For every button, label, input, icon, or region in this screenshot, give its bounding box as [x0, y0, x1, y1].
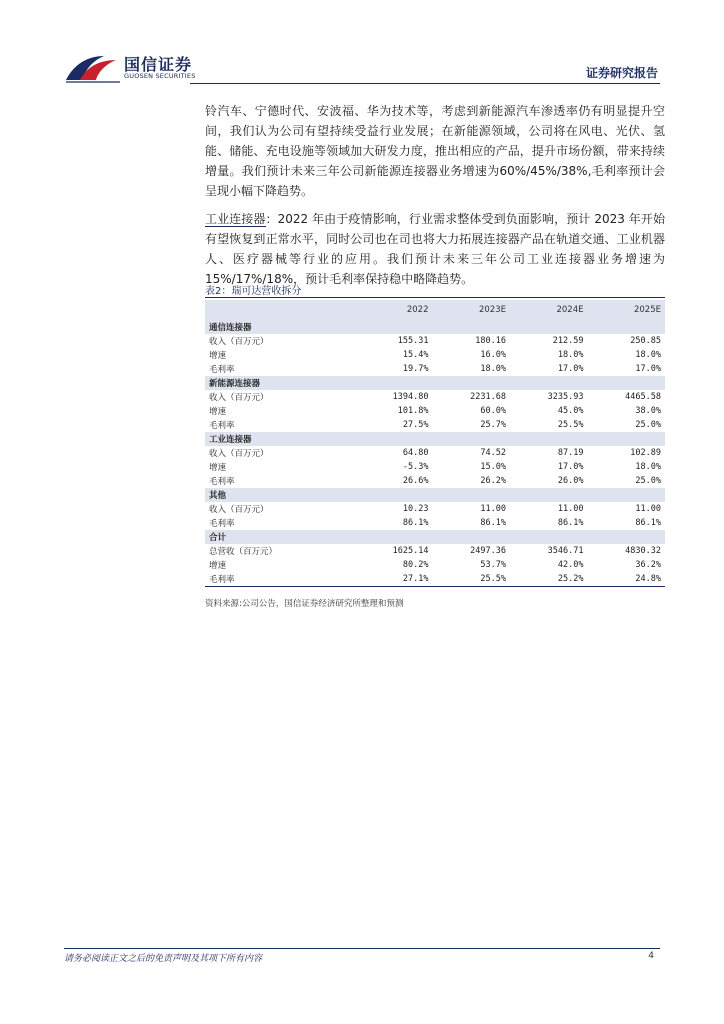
table-source-note: 资料来源:公司公告，国信证券经济研究所整理和预测	[205, 599, 404, 609]
row-label: 毛利率	[209, 365, 235, 375]
section-label: 其他	[205, 488, 355, 502]
table-row	[205, 334, 665, 348]
table-cell: 60.0%	[480, 406, 506, 416]
table-cell: 36.2%	[635, 560, 661, 570]
table-row	[205, 572, 665, 587]
table-cell: 18.0%	[557, 350, 584, 360]
column-header: 2024E	[510, 300, 588, 320]
table-row	[205, 558, 665, 572]
table-row	[205, 516, 665, 530]
section-filler-cell	[433, 488, 511, 502]
table-row	[205, 446, 665, 460]
section-filler-cell	[510, 488, 588, 502]
section-label: 合计	[205, 530, 355, 544]
table-cell: 101.8%	[397, 406, 429, 416]
section-filler-cell	[588, 320, 666, 334]
table-title: 表2：瑞可达营收拆分	[205, 286, 302, 297]
section-filler-cell	[355, 320, 433, 334]
table-cell: 17.0%	[557, 364, 584, 374]
table-cell: 180.16	[475, 336, 506, 346]
table-row	[205, 348, 665, 362]
table-cell: 64.80	[402, 448, 429, 458]
table-cell: 15.4%	[402, 350, 429, 360]
section-filler-cell	[588, 530, 666, 544]
table-cell: 155.31	[397, 336, 429, 346]
table-row	[205, 502, 665, 516]
section-filler-cell	[355, 488, 433, 502]
row-label: 增速	[209, 463, 227, 473]
table-cell: 16.0%	[480, 350, 506, 360]
section-filler-cell	[510, 376, 588, 390]
table-cell: 3235.93	[547, 392, 584, 402]
table-cell: 25.5%	[433, 572, 511, 587]
logo-english-name: GUOSEN SECURITIES	[124, 72, 196, 80]
section-filler-cell	[588, 432, 666, 446]
section-filler-cell	[433, 376, 511, 390]
table-cell: 25.2%	[510, 572, 588, 587]
table-cell: 27.1%	[355, 572, 433, 587]
table-cell: 11.00	[635, 504, 661, 514]
table-cell: 15.0%	[480, 462, 506, 472]
section-filler-cell	[355, 376, 433, 390]
table-cell: 3546.71	[547, 546, 584, 556]
row-label: 毛利率	[209, 519, 235, 529]
row-label: 收入（百万元）	[209, 393, 269, 403]
paragraph-industrial	[205, 209, 665, 289]
table-cell: 26.2%	[480, 476, 506, 486]
column-header	[205, 300, 355, 320]
industrial-body: ：2022 年由于疫情影响，行业需求整体受到负面影响，预计 2023 年开始有望恢复到正常水平，同时公司也在司也将大力拓展连接器产品在轨道交通、工业机器人、医疗器械等行业的应用。我们预计未来三年公司工业连接器业务增速为 15%/17%/18%，预计毛利率保持稳中略降趋势。	[205, 212, 665, 286]
table-row	[205, 362, 665, 376]
table-cell: 53.7%	[480, 560, 506, 570]
table-cell: 18.0%	[635, 462, 661, 472]
table-cell: 1394.80	[392, 392, 429, 402]
logo-chinese-name: 国信证券	[124, 55, 193, 74]
table-cell: 18.0%	[635, 350, 661, 360]
row-label: 收入（百万元）	[209, 505, 269, 515]
table-cell: 25.0%	[635, 420, 661, 430]
table-cell: 250.85	[630, 336, 661, 346]
table-cell: 11.00	[480, 504, 506, 514]
section-filler-cell	[433, 320, 511, 334]
section-filler-cell	[510, 530, 588, 544]
table-cell: 4465.58	[625, 392, 661, 402]
report-type-label: 证券研究报告	[585, 66, 658, 80]
table-section-row	[205, 488, 665, 502]
column-header: 2023E	[433, 300, 511, 320]
table-cell: 2231.68	[470, 392, 506, 402]
row-label: 总营收（百万元）	[209, 547, 278, 557]
row-label: 毛利率	[209, 477, 235, 487]
table-cell: 4830.32	[625, 546, 661, 556]
table-cell: 26.6%	[402, 476, 429, 486]
table-row	[205, 390, 665, 404]
table-row	[205, 460, 665, 474]
section-filler-cell	[355, 432, 433, 446]
table-cell: 10.23	[402, 504, 429, 514]
table-top-rule	[205, 297, 665, 298]
row-label: 收入（百万元）	[209, 449, 269, 459]
industrial-heading: 工业连接器	[205, 212, 266, 226]
table-cell: 102.89	[630, 448, 661, 458]
table-cell: 17.0%	[557, 462, 584, 472]
table-row	[205, 404, 665, 418]
page-number: 4	[648, 951, 654, 961]
paragraph-new-energy: 铃汽车、宁德时代、安波福、华为技术等，考虑到新能源汽车渗透率仍有明显提升空间，我们认为公司有望持续受益行业发展；在新能源领域，公司将在风电、光伏、氢能、储能、充电设施等领域加大研发力度，推出相应的产品，提升市场份额，带来持续增量。我们预计未来三年公司新能源连接器业务增速为60%/45%/38%,毛利率预计会呈现小幅下降趋势。	[205, 104, 665, 198]
table-header-row	[205, 300, 665, 320]
column-header: 2022	[355, 300, 433, 320]
row-label: 收入（百万元）	[209, 337, 269, 347]
table-cell: 42.0%	[557, 560, 584, 570]
footer-disclaimer: 请务必阅读正文之后的免责声明及其项下所有内容	[64, 954, 263, 964]
table-cell: 18.0%	[480, 364, 506, 374]
section-filler-cell	[510, 320, 588, 334]
section-label: 工业连接器	[205, 432, 355, 446]
table-cell: 25.5%	[557, 420, 584, 430]
table-section-row	[205, 376, 665, 390]
table-row	[205, 418, 665, 432]
revenue-breakdown-table	[205, 300, 665, 587]
table-cell: 86.1%	[635, 518, 661, 528]
table-cell: 2497.36	[470, 546, 506, 556]
section-label: 新能源连接器	[205, 376, 355, 390]
table-row	[205, 544, 665, 558]
guosen-logo	[64, 50, 204, 88]
page-header	[0, 0, 724, 90]
table-cell: 25.0%	[635, 476, 661, 486]
section-filler-cell	[510, 432, 588, 446]
table-section-row	[205, 432, 665, 446]
row-label: 毛利率	[209, 421, 235, 431]
table-cell: 17.0%	[635, 364, 661, 374]
section-filler-cell	[588, 488, 666, 502]
table-cell: 24.8%	[588, 572, 666, 587]
header-divider	[190, 83, 660, 84]
table-cell: 80.2%	[402, 560, 429, 570]
table-cell: 212.59	[552, 336, 584, 346]
footer-divider	[64, 948, 660, 949]
row-label: 增速	[209, 351, 227, 361]
table-cell: 27.5%	[402, 420, 429, 430]
guosen-logo-icon	[64, 50, 122, 86]
section-filler-cell	[355, 530, 433, 544]
table-row	[205, 474, 665, 488]
table-section-row	[205, 320, 665, 334]
table-cell: 25.7%	[480, 420, 506, 430]
table-cell: 74.52	[480, 448, 506, 458]
table-cell: 87.19	[557, 448, 584, 458]
row-label: 增速	[209, 407, 227, 417]
table-cell: 45.0%	[557, 406, 584, 416]
table-cell: 86.1%	[557, 518, 584, 528]
table-cell: 86.1%	[480, 518, 506, 528]
table-cell: 38.0%	[635, 406, 661, 416]
section-label: 通信连接器	[205, 320, 355, 334]
body-text	[205, 101, 665, 297]
table-cell: 11.00	[557, 504, 584, 514]
table-cell: -5.3%	[402, 462, 429, 472]
section-filler-cell	[588, 376, 666, 390]
table-cell: 1625.14	[392, 546, 429, 556]
table-cell: 86.1%	[402, 518, 429, 528]
table-section-row	[205, 530, 665, 544]
row-label: 毛利率	[205, 572, 355, 587]
table-cell: 26.0%	[557, 476, 584, 486]
section-filler-cell	[433, 432, 511, 446]
column-header: 2025E	[588, 300, 666, 320]
section-filler-cell	[433, 530, 511, 544]
row-label: 增速	[209, 561, 227, 571]
table-cell: 19.7%	[402, 364, 429, 374]
